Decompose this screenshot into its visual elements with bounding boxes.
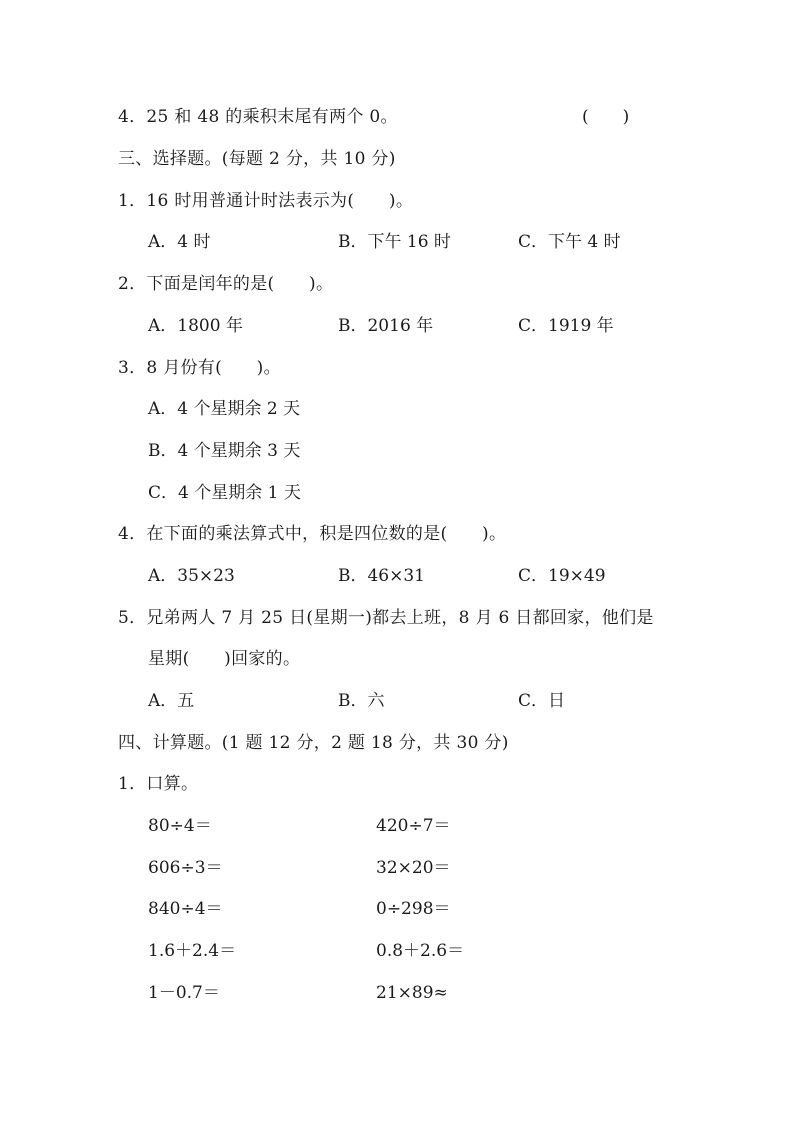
choice-question-2: 2．下面是闰年的是( )。 (118, 274, 334, 294)
q4-option-c: C．19×49 (518, 566, 606, 586)
q3-option-c: C．4 个星期余 1 天 (148, 483, 301, 503)
q5-option-c: C．日 (518, 691, 566, 711)
q1-option-a: A．4 时 (148, 232, 211, 252)
section-4-heading: 四、计算题。(1 题 12 分，2 题 18 分，共 30 分) (118, 733, 509, 753)
choice-question-3: 3．8 月份有( )。 (118, 358, 281, 378)
section-3-heading: 三、选择题。(每题 2 分，共 10 分) (118, 149, 396, 169)
q5-option-a: A．五 (148, 691, 195, 711)
choice-question-4: 4．在下面的乘法算式中，积是四位数的是( )。 (118, 524, 507, 544)
q2-option-c: C．1919 年 (518, 316, 614, 336)
choice-question-5: 5．兄弟两人 7 月 25 日(星期一)都去上班，8 月 6 日都回家，他们是 (118, 608, 654, 628)
q1-option-b: B．下午 16 时 (338, 232, 451, 252)
q5-option-b: B．六 (338, 691, 385, 711)
calc-item: 32×20＝ (376, 858, 451, 878)
q4-option-a: A．35×23 (148, 566, 235, 586)
calc-item: 606÷3＝ (148, 858, 223, 878)
calc-item: 0.8＋2.6＝ (376, 941, 465, 961)
answer-paren: ( ) (582, 107, 630, 127)
calc-item: 80÷4＝ (148, 816, 212, 836)
calc-item: 0÷298＝ (376, 899, 451, 919)
calc-item: 420÷7＝ (376, 816, 451, 836)
calc-item: 1－0.7＝ (148, 983, 220, 1003)
calc-item: 21×89≈ (376, 983, 448, 1003)
calc-item: 1.6＋2.4＝ (148, 941, 237, 961)
calc-item: 840÷4＝ (148, 899, 223, 919)
q3-option-b: B．4 个星期余 3 天 (148, 441, 301, 461)
q4-option-b: B．46×31 (338, 566, 426, 586)
q2-option-a: A．1800 年 (148, 316, 243, 336)
q3-option-a: A．4 个星期余 2 天 (148, 399, 301, 419)
q1-option-c: C．下午 4 时 (518, 232, 621, 252)
calc-question-1: 1．口算。 (118, 774, 199, 794)
judge-question-4: 4．25 和 48 的乘积末尾有两个 0。 (118, 107, 398, 127)
choice-question-5-continued: 星期( )回家的。 (148, 649, 301, 669)
q2-option-b: B．2016 年 (338, 316, 434, 336)
choice-question-1: 1．16 时用普通计时法表示为( )。 (118, 191, 414, 211)
